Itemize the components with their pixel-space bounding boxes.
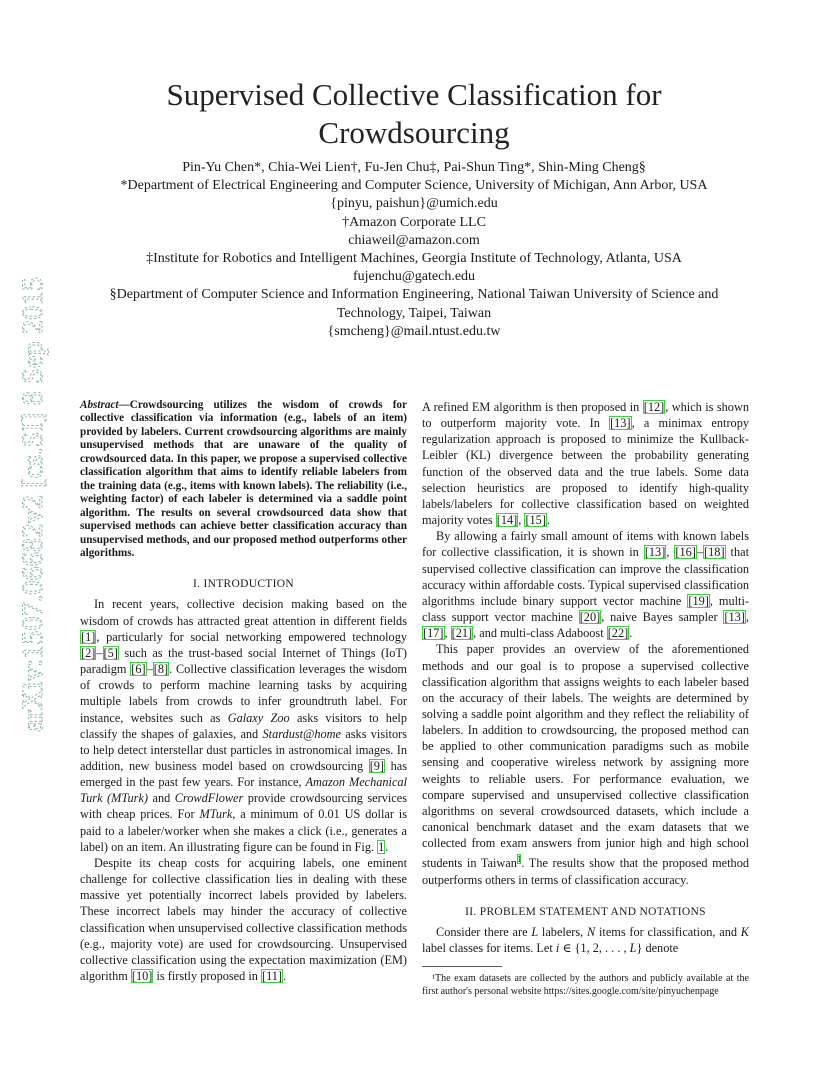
email-2: chiaweil@amazon.com <box>348 232 480 248</box>
email-3: fujenchu@gatech.edu <box>352 269 476 285</box>
citation-link[interactable]: [10] <box>131 969 153 984</box>
intro-paragraph-3: A refined EM algorithm is then proposed in [12], which is shown to outperform majority vote. In [13], a minimax entropy regularization approach is proposed to minimize the Kullback- Leibler (KL) divergence between the probability generating function of the observed data and the true labels. Some data selection heuristics are proposed to identify high-quality labels/labelers for collective classification based on weighted majority votes [14], [15]. <box>422 400 749 528</box>
email-1: {pinyu, paishun}@umich.edu <box>330 196 498 212</box>
arxiv-id: arXiv:1507.06682v2 [cs.SI] 8 Sep 2015 <box>16 270 49 732</box>
right-column <box>422 399 749 998</box>
citation-link[interactable]: [22] <box>607 626 629 641</box>
affiliation-2: †Amazon Corporate LLC <box>342 214 486 230</box>
arxiv-stamp <box>6 270 54 740</box>
affiliation-4a: §Department of Computer Science and Information Engineering, National Taiwan University of Science and <box>109 287 719 303</box>
abstract-label: Abstract <box>80 399 119 411</box>
section-2-heading: II. PROBLEM STATEMENT AND NOTATIONS <box>465 905 706 918</box>
problem-paragraph-1: Consider there are L labelers, N items for classification, and K label classes for items. Let i ∈ {1, 2, . . . , L} denote <box>422 924 749 955</box>
citation-link[interactable]: [6] <box>131 662 146 677</box>
citation-link[interactable]: [16] <box>675 545 696 560</box>
affiliation-3: ‡Institute for Robotics and Intelligent Machines, Georgia Institute of Technology, Atlanta, USA <box>146 251 682 267</box>
figure-link[interactable]: 1 <box>378 839 385 854</box>
citation-link[interactable]: [12] <box>643 400 665 414</box>
citation-link[interactable]: [5] <box>103 645 118 660</box>
intro-paragraph-4: By allowing a fairly small amount of items with known labels for collective classification, it is shown in [13], [16]–[18] that supervised collective classification can improve the classification accuracy within affordable costs. Typical supervised classification algorithms include binary support vector machine [19], multi-class support vector machine [20], naive Bayes sampler [13], [17], [21], and multi-class Adaboost [22]. <box>422 529 749 641</box>
citation-link[interactable]: [13] <box>724 610 745 625</box>
abstract-text: —Crowdsourcing utilizes the wisdom of crowds for collective classification via information (e.g., labels of an item) provided by labelers. Current crowdsourcing algorithms are mainly unsupervised methods that are unaware of the quality of crowdsourced data. In this paper, we propose a supervised collective classification algorithm that aims to identify reliable labelers from the training data (e.g., items with known labels). The reliability (i.e., weighting factor) of each labeler is determined via a saddle point algorithm. The results on several crowdsourced data show that supervised methods can achieve better classification accuracy than unsupervised methods, and our proposed method outperforms other algorithms. <box>80 399 407 559</box>
citation-link[interactable]: [1] <box>81 629 96 644</box>
citation-link[interactable]: [21] <box>451 626 473 641</box>
author-list: Pin-Yu Chen*, Chia-Wei Lien†, Fu-Jen Chu‡, Pai-Shun Ting*, Shin-Ming Cheng§ <box>182 160 646 175</box>
citation-link[interactable]: [8] <box>153 662 169 677</box>
citation-link[interactable]: [15] <box>525 513 546 528</box>
affiliation-4b: Technology, Taipei, Taiwan <box>336 305 492 321</box>
email-4: {smcheng}@mail.ntust.edu.tw <box>327 323 501 339</box>
left-column <box>80 399 407 984</box>
title-line-2: Crowdsourcing <box>318 115 510 150</box>
citation-link[interactable]: [9] <box>369 759 385 773</box>
paper-title <box>80 76 748 152</box>
intro-paragraph-2: Despite its cheap costs for acquiring labels, one eminent challenge for collective classification lies in dealing with these massive yet potentially incorrect labels provided by labelers. These incorrect labels may hinder the accuracy of collective classification when unsupervised collective classification methods (e.g., majority vote) are used for crowdsourcing. Unsupervised collective classification using the expectation maximization (EM) algorithm [10] is firstly proposed in [11]. <box>80 855 407 984</box>
citation-link[interactable]: [13] <box>610 416 631 431</box>
section-1-heading: I. INTRODUCTION <box>193 578 294 591</box>
citation-link[interactable]: [13] <box>644 545 666 560</box>
arxiv-stamp-svg <box>6 270 54 740</box>
citation-link[interactable]: [14] <box>496 513 518 528</box>
citation-link[interactable]: [17] <box>423 626 444 641</box>
footnote-divider <box>422 966 502 967</box>
footnote-link[interactable]: 1 <box>516 854 522 865</box>
author-block <box>70 159 758 341</box>
affiliation-1: *Department of Electrical Engineering and Computer Science, University of Michigan, Ann Arbor, USA <box>120 178 708 194</box>
citation-link[interactable]: [20] <box>579 610 601 625</box>
title-line-1: Supervised Collective Classification for <box>166 77 662 112</box>
citation-link[interactable]: [18] <box>704 545 725 560</box>
abstract <box>80 399 407 560</box>
footnote-1: ¹The exam datasets are collected by the authors and publicly available at the first author's personal website https://sites.google.com/site/pinyuchenpage <box>422 973 749 998</box>
citation-link[interactable]: [11] <box>261 969 283 984</box>
citation-link[interactable]: [19] <box>688 593 709 608</box>
intro-paragraph-1: In recent years, collective decision making based on the wisdom of crowds has attracted great attention in different fields [1], particularly for social networking empowered technology [2]–[5] such as the trust-based social Internet of Things (IoT) paradigm [6]–[8]. Collective classification leverages the wisdom of crowds to perform machine learning tasks by acquiring multiple labels from crowds to infer groundtruth label. For instance, websites such as Galaxy Zoo asks visitors to help classify the shapes of galaxies, and Stardust@home asks visitors to help detect interstellar dust particles in astronomical images. In addition, new business model based on crowdsourcing [9] has emerged in the past few years. For instance, Amazon Mechanical Turk (MTurk) and CrowdFlower provide crowdsourcing services with cheap prices. For MTurk, a minimum of 0.01 US dollar is paid to a labeler/worker when she makes a click (i.e., generates a label) on an item. An illustrating figure can be found in Fig. 1. <box>80 597 407 854</box>
intro-paragraph-5: This paper provides an overview of the aforementioned methods and our goal is to propose a supervised collective classification algorithm that assigns weights to each labeler based on the accuracy of their labels. The weights are determined by solving a saddle point algorithm and they reflect the reliability of labelers. In addition to crowdsourcing, the proposed method can be applied to other communication paradigms such as mobile sensing and cooperative wireless network by assigning more weights to reliable users. For performance evaluation, we compare supervised and unsupervised collective classification algorithms on several crowdsourced datasets, which include a canonical benchmark dataset and the exam datasets that we collected from exam answers from junior high and high school students in Taiwan$^1$. The results show that the proposed method outperforms others in terms of classification accuracy. <box>422 642 749 887</box>
citation-link[interactable]: [2] <box>81 645 96 660</box>
